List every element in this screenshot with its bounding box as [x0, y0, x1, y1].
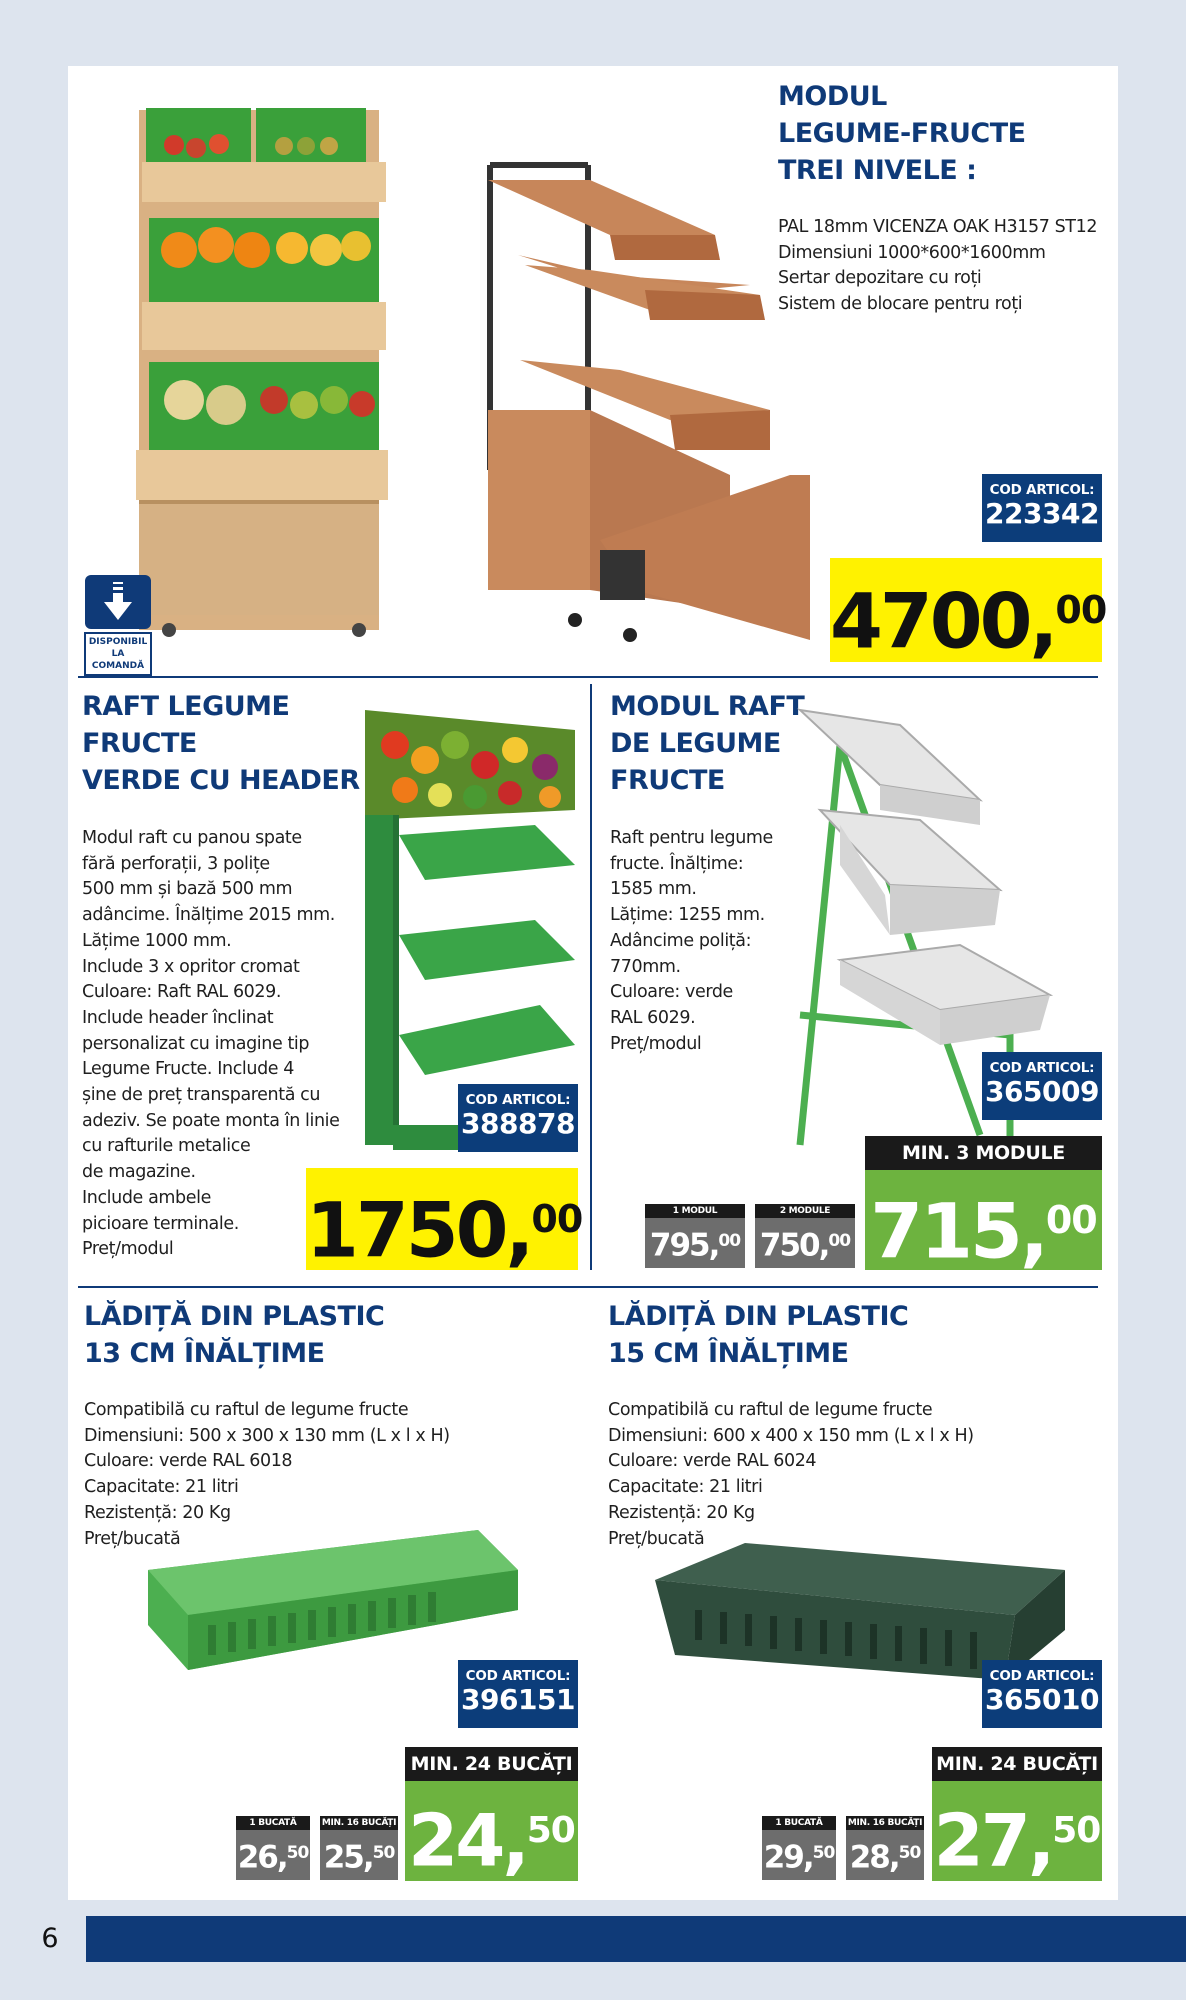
divider-vertical-1 — [590, 684, 592, 1270]
desc-trei-nivele — [778, 215, 1097, 318]
price-dec: 50 — [526, 1810, 575, 1851]
title-raft-verde — [82, 688, 360, 799]
desc-line: Modul raft cu panou spate — [82, 828, 302, 848]
tier-dec: 00 — [718, 1231, 741, 1251]
desc-line: Capacitate: 21 litri — [84, 1477, 239, 1498]
desc-line: fructe. Înălțime: — [610, 853, 744, 874]
desc-line: fără perforații, 3 polițe — [82, 853, 270, 874]
price — [306, 1168, 583, 1282]
divider-horizontal-2 — [78, 1286, 1098, 1288]
tier-int: 26, — [237, 1839, 287, 1876]
tier-label: 1 BUCATĂ — [762, 1816, 836, 1830]
price-dec: 50 — [1052, 1810, 1101, 1851]
price-int: 24, — [408, 1798, 527, 1883]
desc-line: adâncime. Înălțime 2015 mm. — [82, 905, 335, 926]
price-dec: 00 — [531, 1197, 583, 1241]
desc-line: Dimensiuni 1000*600*1600mm — [778, 242, 1046, 263]
page-number: 6 — [41, 1923, 59, 1954]
cod-articol-ladita-13 — [458, 1660, 578, 1728]
price-int: 715, — [870, 1186, 1046, 1276]
price-box-ladita-15 — [932, 1781, 1102, 1881]
price-dec: 00 — [1055, 588, 1107, 632]
title-line: FRUCTE — [610, 765, 725, 796]
desc-line: Lățime: 1255 mm. — [610, 905, 765, 926]
desc-line: Compatibilă cu raftul de legume fructe — [84, 1400, 409, 1420]
desc-ladita-15 — [608, 1398, 974, 1552]
desc-line: 1585 mm. — [610, 879, 697, 900]
desc-line: de magazine. — [82, 1162, 196, 1183]
desc-line: Sertar depozitare cu roți — [778, 268, 982, 289]
desc-line: Preț/bucată — [608, 1528, 705, 1549]
price-box-raft-verde — [306, 1168, 583, 1275]
desc-line: Dimensiuni: 600 x 400 x 150 mm (L x l x H) — [608, 1425, 974, 1446]
cod-label: COD ARTICOL: — [465, 1092, 571, 1108]
tier-price-16-bucati-13 — [320, 1816, 398, 1880]
tier-dec: 50 — [812, 1843, 835, 1863]
product-image-trei-nivele-empty — [470, 160, 820, 650]
cod-articol-trei-nivele — [982, 474, 1102, 542]
desc-line: picioare terminale. — [82, 1213, 239, 1234]
product-image-ladita-13 — [148, 1520, 518, 1680]
tier-value — [755, 1218, 855, 1268]
price-box-trei-nivele — [830, 558, 1107, 666]
footer-bar — [86, 1916, 1186, 1962]
tier-value — [236, 1830, 310, 1880]
tier-dec: 50 — [286, 1843, 309, 1863]
price — [932, 1781, 1102, 1890]
availability-badge-text: DISPONIBIL LA COMANDĂ — [84, 632, 152, 676]
cod-number: 223342 — [985, 497, 1099, 530]
product-image-trei-nivele-stocked — [134, 100, 464, 645]
cod-number: 365010 — [985, 1683, 1099, 1716]
price-box-ladita-13 — [405, 1781, 578, 1881]
desc-line: Rezistență: 20 Kg — [84, 1502, 231, 1523]
cod-label: COD ARTICOL: — [465, 1668, 571, 1684]
desc-line: Legume Fructe. Include 4 — [82, 1059, 295, 1080]
tier-label: 1 MODUL — [645, 1204, 745, 1218]
price-int: 27, — [933, 1798, 1053, 1883]
title-line: TREI NIVELE : — [778, 155, 977, 186]
desc-line: Adâncime poliță: — [610, 930, 752, 951]
title-line: DE LEGUME — [610, 728, 781, 759]
desc-line: Preț/modul — [82, 1239, 174, 1260]
price-int: 4700, — [830, 576, 1056, 666]
desc-line: 770mm. — [610, 956, 681, 977]
tier-value — [762, 1830, 836, 1880]
tier-price-1-modul — [645, 1204, 745, 1268]
tier-value — [846, 1830, 924, 1880]
tier-int: 795, — [649, 1227, 719, 1264]
tier-price-1-bucata-13 — [236, 1816, 310, 1880]
desc-line: Raft pentru legume — [610, 828, 773, 848]
title-line: FRUCTE — [82, 728, 197, 759]
desc-line: adeziv. Se poate monta în linie — [82, 1110, 340, 1131]
desc-line: Culoare: verde RAL 6024 — [608, 1451, 817, 1472]
cod-label: COD ARTICOL: — [989, 482, 1095, 498]
desc-line: Include ambele — [82, 1187, 211, 1208]
desc-line: Include header înclinat — [82, 1007, 274, 1028]
desc-line: Culoare: Raft RAL 6029. — [82, 982, 282, 1003]
title-line: LĂDIȚĂ DIN PLASTIC — [608, 1301, 909, 1332]
price-dec: 00 — [1045, 1198, 1097, 1242]
desc-line: 500 mm și bază 500 mm — [82, 879, 293, 900]
tier-dec: 50 — [372, 1843, 395, 1863]
title-ladita-15 — [608, 1298, 908, 1372]
title-modul-raft — [610, 688, 804, 799]
availability-badge — [84, 574, 152, 671]
desc-line: șine de preț transparentă cu — [82, 1085, 321, 1106]
download-arrow-icon — [84, 574, 152, 630]
desc-line: Compatibilă cu raftul de legume fructe — [608, 1400, 933, 1420]
cod-number: 396151 — [461, 1683, 575, 1716]
price — [830, 558, 1107, 674]
tier-label: 1 BUCATĂ — [236, 1816, 310, 1830]
tier-value — [320, 1830, 398, 1880]
tier-label: MIN. 16 BUCĂȚI — [847, 1818, 923, 1828]
desc-line: Preț/bucată — [84, 1528, 181, 1549]
price-box-modul-raft — [865, 1170, 1102, 1276]
tier-int: 29, — [763, 1839, 813, 1876]
tier-int: 25, — [323, 1839, 373, 1876]
cod-articol-ladita-15 — [982, 1660, 1102, 1728]
desc-line: RAL 6029. — [610, 1007, 696, 1028]
desc-line: Culoare: verde RAL 6018 — [84, 1451, 293, 1472]
title-line: MODUL RAFT — [610, 691, 805, 722]
divider-horizontal-1 — [78, 676, 1098, 678]
min-qty-ladita-13: MIN. 24 BUCĂȚI — [405, 1747, 578, 1781]
title-trei-nivele — [778, 78, 1026, 189]
cod-number: 388878 — [461, 1107, 575, 1140]
tier-int: 750, — [759, 1227, 829, 1264]
tier-dec: 50 — [898, 1843, 921, 1863]
cod-number: 365009 — [985, 1075, 1099, 1108]
desc-line: Lățime 1000 mm. — [82, 930, 232, 951]
desc-line: Dimensiuni: 500 x 300 x 130 mm (L x l x H) — [84, 1425, 450, 1446]
desc-line: cu rafturile metalice — [82, 1136, 251, 1157]
desc-line: Culoare: verde — [610, 982, 733, 1003]
title-line: LEGUME-FRUCTE — [778, 118, 1026, 149]
min-qty-modul-raft: MIN. 3 MODULE — [865, 1136, 1102, 1170]
price-int: 1750, — [306, 1185, 532, 1275]
tier-price-1-bucata-15 — [762, 1816, 836, 1880]
title-line: VERDE CU HEADER — [82, 765, 360, 796]
cod-label: COD ARTICOL: — [989, 1060, 1095, 1076]
tier-dec: 00 — [828, 1231, 851, 1251]
price — [865, 1170, 1102, 1282]
title-line: RAFT LEGUME — [82, 691, 290, 722]
tier-value — [645, 1218, 745, 1268]
cod-articol-raft-verde — [458, 1084, 578, 1152]
title-line: 15 CM ÎNĂLȚIME — [608, 1338, 849, 1369]
desc-line: Rezistență: 20 Kg — [608, 1502, 755, 1523]
title-ladita-13 — [84, 1298, 384, 1372]
price — [405, 1781, 578, 1890]
tier-label: 2 MODULE — [755, 1204, 855, 1218]
title-line: 13 CM ÎNĂLȚIME — [84, 1338, 325, 1369]
desc-line: Include 3 x opritor cromat — [82, 956, 300, 977]
cod-label: COD ARTICOL: — [989, 1668, 1095, 1684]
desc-line: PAL 18mm VICENZA OAK H3157 ST12 — [778, 217, 1098, 237]
tier-int: 28, — [849, 1839, 899, 1876]
desc-raft-verde — [82, 826, 340, 1263]
min-qty-ladita-15: MIN. 24 BUCĂȚI — [932, 1747, 1102, 1781]
tier-price-16-bucati-15 — [846, 1816, 924, 1880]
cod-articol-modul-raft — [982, 1052, 1102, 1120]
desc-line: personalizat cu imagine tip — [82, 1033, 310, 1054]
title-line: LĂDIȚĂ DIN PLASTIC — [84, 1301, 385, 1332]
desc-line: Sistem de blocare pentru roți — [778, 294, 1023, 315]
tier-label: MIN. 16 BUCĂȚI — [321, 1818, 397, 1828]
desc-modul-raft — [610, 826, 773, 1057]
desc-line: Preț/modul — [610, 1033, 702, 1054]
title-line: MODUL — [778, 81, 887, 112]
desc-line: Capacitate: 21 litri — [608, 1477, 763, 1498]
tier-price-2-module — [755, 1204, 855, 1268]
